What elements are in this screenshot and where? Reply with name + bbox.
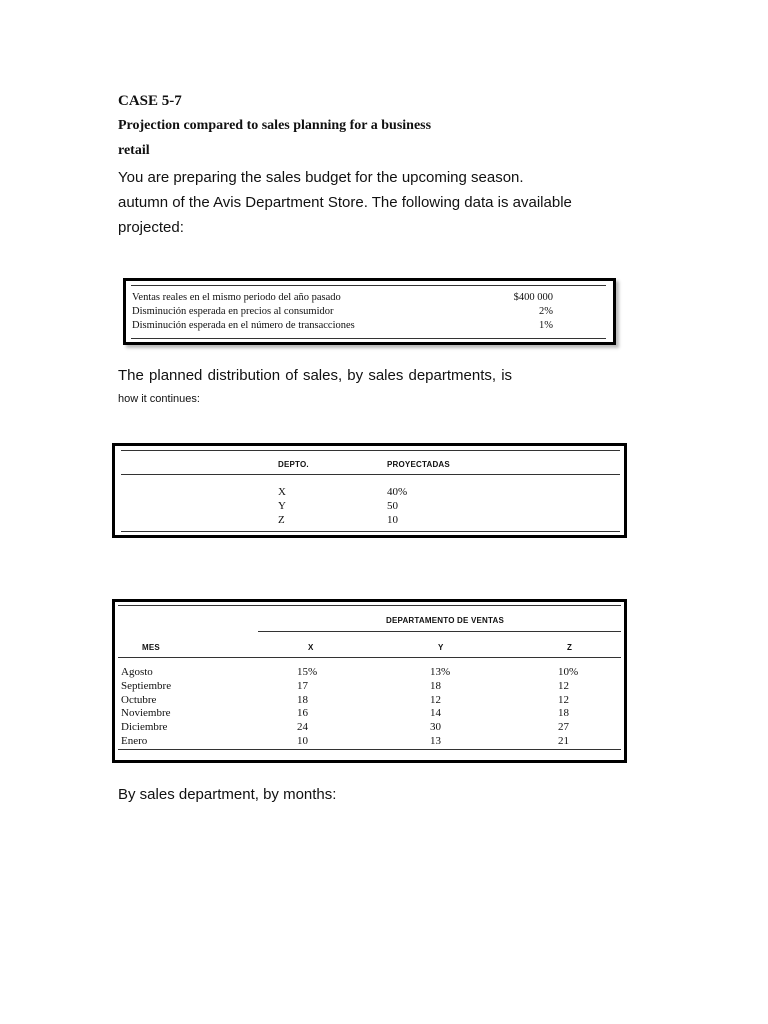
header-y: Y — [438, 643, 444, 652]
row-value: 2% — [539, 306, 553, 317]
intro-line-3: projected: — [118, 219, 184, 236]
row-label: Disminución esperada en precios al consumidor — [132, 306, 334, 317]
row-value: $400 000 — [513, 292, 553, 303]
month-cell: Diciembre — [121, 721, 168, 734]
header-projected: PROYECTADAS — [387, 460, 450, 469]
dept-cell: Z — [278, 514, 285, 526]
projected-data-table — [123, 278, 616, 345]
case-subtitle-line1: Projection compared to sales planning for a business — [118, 118, 432, 133]
dept-cell: X — [278, 486, 286, 498]
header-month: MES — [142, 643, 160, 652]
y-cell: 14 — [430, 707, 441, 720]
distribution-line-2: how it continues: — [118, 393, 200, 405]
month-cell: Agosto — [121, 666, 153, 678]
header-x: X — [308, 643, 314, 652]
closing-text: By sales department, by months: — [118, 786, 337, 803]
x-cell: 16 — [297, 707, 308, 720]
x-cell: 24 — [297, 721, 308, 734]
table-row — [132, 292, 553, 303]
z-cell: 18 — [558, 707, 569, 720]
dept-cell: Y — [278, 500, 286, 512]
z-cell: 27 — [558, 721, 569, 734]
x-cell: 10 — [297, 735, 308, 747]
department-distribution-table — [112, 443, 627, 538]
header-z: Z — [567, 643, 573, 652]
row-value: 1% — [539, 320, 553, 331]
intro-line-1: You are preparing the sales budget for the upcoming season. — [118, 169, 524, 186]
case-title: CASE 5-7 — [118, 93, 182, 109]
x-cell: 17 — [297, 679, 308, 692]
row-label: Ventas reales en el mismo periodo del año pasado — [132, 292, 341, 303]
y-cell: 12 — [430, 693, 441, 706]
projected-cell: 50 — [387, 500, 398, 512]
row-label: Disminución esperada en el número de transacciones — [132, 320, 355, 331]
month-cell: Enero — [121, 735, 148, 747]
y-cell: 13% — [430, 666, 451, 678]
z-cell: 12 — [558, 693, 569, 706]
month-cell: Octubre — [121, 693, 157, 706]
z-cell: 12 — [558, 679, 569, 692]
y-cell: 30 — [430, 721, 441, 734]
monthly-sales-table — [112, 599, 627, 763]
intro-line-2: autumn of the Avis Department Store. The following data is available — [118, 194, 572, 211]
distribution-line-1: The planned distribution of sales, by sales departments, is — [118, 367, 513, 384]
header-dept: DEPTO. — [278, 460, 309, 469]
month-cell: Noviembre — [121, 707, 171, 720]
group-header: DEPARTAMENTO DE VENTAS — [386, 616, 505, 625]
case-subtitle-line2: retail — [118, 143, 150, 158]
table-row — [132, 320, 553, 331]
x-cell: 15% — [297, 666, 318, 678]
z-cell: 21 — [558, 735, 569, 747]
projected-cell: 40% — [387, 486, 408, 498]
month-cell: Septiembre — [121, 679, 172, 692]
y-cell: 18 — [430, 679, 441, 692]
x-cell: 18 — [297, 693, 308, 706]
table-row — [132, 306, 553, 317]
projected-cell: 10 — [387, 514, 398, 526]
y-cell: 13 — [430, 735, 441, 747]
z-cell: 10% — [558, 666, 579, 678]
